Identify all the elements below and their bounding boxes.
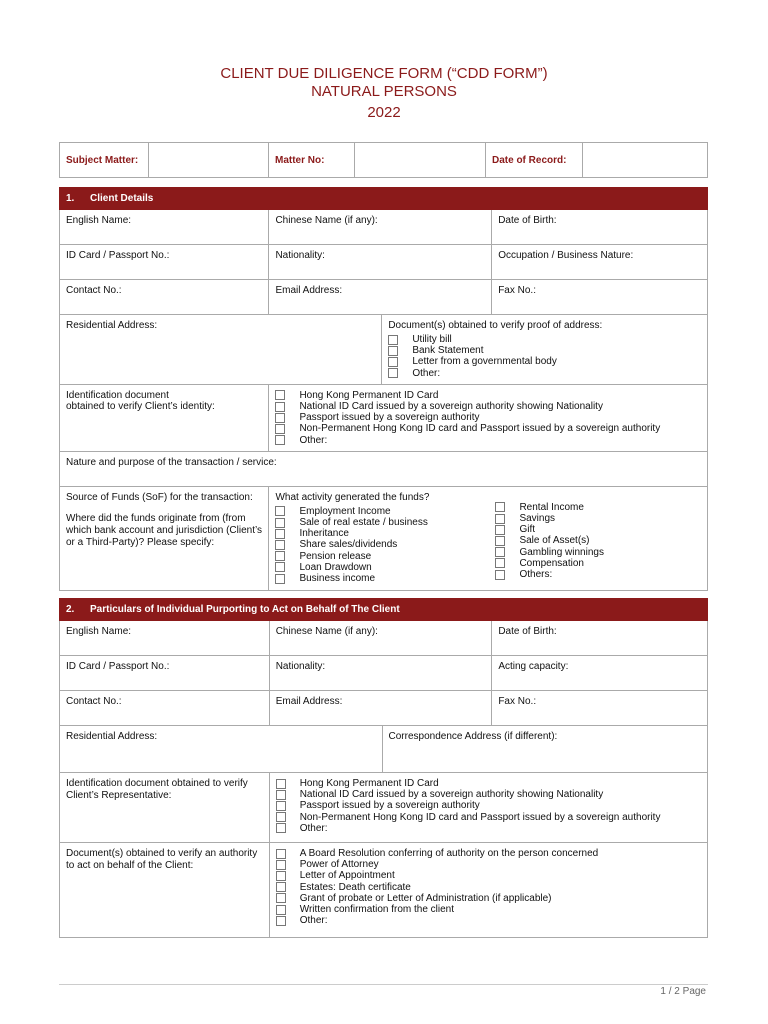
section2-title: Particulars of Individual Purporting to Act on Behalf of The Client bbox=[90, 604, 400, 615]
id-doc-options-cell bbox=[269, 384, 708, 451]
auth-option-letter-of-appointment[interactable]: Letter of Appointment bbox=[276, 870, 701, 881]
sof-where-label: Where did the funds originate from (from which bank account and jurisdiction (Client’s or a Third-Party)? Please specify: bbox=[66, 512, 263, 548]
dob-field[interactable] bbox=[492, 210, 708, 245]
fax-label: Fax No.: bbox=[498, 285, 536, 296]
checkbox-icon[interactable] bbox=[495, 558, 505, 568]
id-option-hk-permanent[interactable]: Hong Kong Permanent ID Card bbox=[275, 390, 701, 401]
checkbox-icon[interactable] bbox=[275, 413, 285, 423]
chinese-name-label: Chinese Name (if any): bbox=[275, 215, 378, 226]
checkbox-icon[interactable] bbox=[276, 779, 286, 789]
checkbox-icon[interactable] bbox=[275, 518, 285, 528]
id-card-label: ID Card / Passport No.: bbox=[66, 250, 170, 261]
checkbox-icon[interactable] bbox=[276, 823, 286, 833]
email-label: Email Address: bbox=[275, 285, 343, 296]
rep-fax-label: Fax No.: bbox=[498, 696, 537, 707]
checkbox-icon[interactable] bbox=[276, 801, 286, 811]
id-option-passport[interactable]: Passport issued by a sovereign authority bbox=[275, 412, 701, 423]
sof-option-shares[interactable]: Share sales/dividends bbox=[275, 539, 495, 550]
residential-address-label: Residential Address: bbox=[66, 320, 158, 331]
checkbox-icon[interactable] bbox=[276, 916, 286, 926]
sof-option-business[interactable]: Business income bbox=[275, 573, 495, 584]
nationality-field[interactable] bbox=[269, 245, 492, 280]
rep-correspondence-address-field[interactable] bbox=[382, 726, 707, 773]
checkbox-icon[interactable] bbox=[275, 424, 285, 434]
rep-id-card-label: ID Card / Passport No.: bbox=[66, 661, 170, 672]
sof-option-pension[interactable]: Pension release bbox=[275, 551, 495, 562]
nature-purpose-label: Nature and purpose of the transaction / service: bbox=[66, 456, 277, 468]
sof-option-loan[interactable]: Loan Drawdown bbox=[275, 562, 495, 573]
rep-correspondence-address-label: Correspondence Address (if different): bbox=[388, 731, 558, 742]
id-card-field[interactable] bbox=[60, 245, 269, 280]
rep-english-name-label: English Name: bbox=[66, 626, 132, 637]
checkbox-icon[interactable] bbox=[275, 562, 285, 572]
dob-label: Date of Birth: bbox=[498, 215, 557, 226]
sof-label: Source of Funds (SoF) for the transaction: bbox=[66, 491, 253, 503]
section1-number: 1. bbox=[66, 193, 75, 204]
checkbox-icon[interactable] bbox=[275, 529, 285, 539]
rep-chinese-name-field[interactable] bbox=[269, 621, 492, 656]
occupation-field[interactable] bbox=[492, 245, 708, 280]
footer-divider bbox=[59, 984, 708, 985]
auth-option-board-resolution[interactable]: A Board Resolution conferring of authority on the person concerned bbox=[276, 848, 701, 859]
proof-option-bank[interactable]: Bank Statement bbox=[388, 345, 701, 356]
rep-id-card-field[interactable] bbox=[60, 656, 270, 691]
sof-option-gift[interactable]: Gift bbox=[495, 524, 604, 535]
sof-option-employment[interactable]: Employment Income bbox=[275, 506, 495, 517]
section2-header bbox=[60, 599, 708, 621]
rep-id-doc-label-cell bbox=[60, 773, 270, 843]
sof-option-savings[interactable]: Savings bbox=[495, 513, 604, 524]
rep-id-doc-label: Identification document obtained to verify Client’s Representative: bbox=[66, 778, 248, 801]
sof-option-compensation[interactable]: Compensation bbox=[495, 558, 604, 569]
english-name-label: English Name: bbox=[66, 215, 132, 226]
id-doc-label-line2: obtained to verify Client’s identity: bbox=[66, 400, 215, 412]
checkbox-icon[interactable] bbox=[275, 574, 285, 584]
auth-option-other[interactable]: Other: bbox=[276, 915, 701, 926]
id-option-non-permanent[interactable]: Non-Permanent Hong Kong ID card and Passport issued by a sovereign authority bbox=[275, 423, 701, 434]
form-title: CLIENT DUE DILIGENCE FORM (“CDD FORM”) bbox=[220, 65, 548, 82]
rep-acting-capacity-field[interactable] bbox=[492, 656, 708, 691]
auth-doc-label-cell bbox=[60, 843, 270, 938]
english-name-field[interactable] bbox=[60, 210, 269, 245]
rep-residential-address-field[interactable] bbox=[60, 726, 383, 773]
id-option-other[interactable]: Other: bbox=[275, 435, 701, 446]
rep-english-name-field[interactable] bbox=[60, 621, 270, 656]
checkbox-icon[interactable] bbox=[495, 514, 505, 524]
rep-id-option-other[interactable]: Other: bbox=[276, 823, 701, 834]
section2-table bbox=[59, 598, 708, 938]
rep-residential-address-label: Residential Address: bbox=[66, 731, 158, 742]
sof-question: What activity generated the funds? bbox=[275, 491, 430, 503]
date-of-record-field[interactable] bbox=[583, 143, 708, 178]
checkbox-icon[interactable] bbox=[388, 368, 398, 378]
checkbox-icon[interactable] bbox=[276, 871, 286, 881]
rep-dob-field[interactable] bbox=[492, 621, 708, 656]
checkbox-icon[interactable] bbox=[276, 849, 286, 859]
id-option-national-id[interactable]: National ID Card issued by a sovereign authority showing Nationality bbox=[275, 401, 701, 412]
sof-option-real-estate[interactable]: Sale of real estate / business bbox=[275, 517, 495, 528]
contact-label: Contact No.: bbox=[66, 285, 122, 296]
proof-option-govt-letter[interactable]: Letter from a governmental body bbox=[388, 356, 701, 367]
auth-option-death-certificate[interactable]: Estates: Death certificate bbox=[276, 882, 701, 893]
id-doc-label-cell bbox=[60, 384, 269, 451]
checkbox-icon[interactable] bbox=[275, 435, 285, 445]
section2-number: 2. bbox=[66, 604, 75, 615]
nationality-label: Nationality: bbox=[275, 250, 325, 261]
rep-id-option-national-id[interactable]: National ID Card issued by a sovereign authority showing Nationality bbox=[276, 789, 701, 800]
checkbox-icon[interactable] bbox=[275, 551, 285, 561]
section1-header bbox=[60, 188, 708, 210]
nature-purpose-field[interactable] bbox=[60, 451, 708, 486]
auth-doc-options-cell bbox=[269, 843, 707, 938]
form-year: 2022 bbox=[367, 104, 401, 121]
rep-id-option-passport[interactable]: Passport issued by a sovereign authority bbox=[276, 800, 701, 811]
sof-option-rental[interactable]: Rental Income bbox=[495, 502, 604, 513]
checkbox-icon[interactable] bbox=[495, 570, 505, 580]
auth-option-written-confirmation[interactable]: Written confirmation from the client bbox=[276, 904, 701, 915]
sof-option-asset-sale[interactable]: Sale of Asset(s) bbox=[495, 535, 604, 546]
proof-option-other[interactable]: Other: bbox=[388, 368, 701, 379]
subject-matter-label: Subject Matter: bbox=[60, 143, 149, 178]
checkbox-icon[interactable] bbox=[276, 812, 286, 822]
checkbox-icon[interactable] bbox=[495, 525, 505, 535]
rep-fax-field[interactable] bbox=[492, 691, 708, 726]
date-of-record-label: Date of Record: bbox=[486, 143, 583, 178]
page-number: 1 / 2 Page bbox=[660, 986, 706, 997]
checkbox-icon[interactable] bbox=[275, 540, 285, 550]
rep-id-option-non-permanent[interactable]: Non-Permanent Hong Kong ID card and Passport issued by a sovereign authority bbox=[276, 812, 701, 823]
proof-option-utility[interactable]: Utility bill bbox=[388, 334, 701, 345]
checkbox-icon[interactable] bbox=[388, 357, 398, 367]
form-subtitle: NATURAL PERSONS bbox=[311, 83, 457, 100]
contact-field[interactable] bbox=[60, 280, 269, 315]
rep-id-option-hk-permanent[interactable]: Hong Kong Permanent ID Card bbox=[276, 778, 701, 789]
checkbox-icon[interactable] bbox=[275, 402, 285, 412]
sof-options-cell bbox=[269, 486, 708, 590]
rep-contact-field[interactable] bbox=[60, 691, 270, 726]
checkbox-icon[interactable] bbox=[388, 335, 398, 345]
rep-id-doc-options-cell bbox=[269, 773, 707, 843]
checkbox-icon[interactable] bbox=[495, 502, 505, 512]
rep-dob-label: Date of Birth: bbox=[498, 626, 557, 637]
id-doc-label-line1: Identification document bbox=[66, 389, 169, 401]
sof-option-others[interactable]: Others: bbox=[495, 569, 604, 580]
rep-email-label: Email Address: bbox=[275, 696, 343, 707]
sof-option-gambling[interactable]: Gambling winnings bbox=[495, 547, 604, 558]
subject-matter-field[interactable] bbox=[149, 143, 269, 178]
rep-chinese-name-label: Chinese Name (if any): bbox=[275, 626, 378, 637]
subject-table bbox=[59, 142, 708, 178]
chinese-name-field[interactable] bbox=[269, 210, 492, 245]
auth-doc-label: Document(s) obtained to verify an authority to act on behalf of the Client: bbox=[66, 848, 258, 871]
sof-label-cell bbox=[60, 486, 269, 590]
checkbox-icon[interactable] bbox=[276, 790, 286, 800]
section1-title: Client Details bbox=[90, 193, 154, 204]
sof-option-inheritance[interactable]: Inheritance bbox=[275, 528, 495, 539]
auth-option-power-of-attorney[interactable]: Power of Attorney bbox=[276, 859, 701, 870]
matter-no-label: Matter No: bbox=[269, 143, 355, 178]
checkbox-icon[interactable] bbox=[495, 547, 505, 557]
fax-field[interactable] bbox=[492, 280, 708, 315]
residential-address-field[interactable] bbox=[60, 315, 382, 385]
rep-acting-capacity-label: Acting capacity: bbox=[498, 661, 569, 672]
checkbox-icon[interactable] bbox=[276, 882, 286, 892]
rep-nationality-label: Nationality: bbox=[275, 661, 326, 672]
rep-contact-label: Contact No.: bbox=[66, 696, 122, 707]
email-field[interactable] bbox=[269, 280, 492, 315]
matter-no-field[interactable] bbox=[355, 143, 486, 178]
checkbox-icon[interactable] bbox=[388, 346, 398, 356]
checkbox-icon[interactable] bbox=[275, 506, 285, 516]
rep-nationality-field[interactable] bbox=[269, 656, 492, 691]
section1-table bbox=[59, 187, 708, 591]
proof-of-address-label: Document(s) obtained to verify proof of address: bbox=[388, 320, 603, 331]
auth-option-grant-of-probate[interactable]: Grant of probate or Letter of Administration (if applicable) bbox=[276, 893, 701, 904]
checkbox-icon[interactable] bbox=[276, 860, 286, 870]
checkbox-icon[interactable] bbox=[495, 536, 505, 546]
checkbox-icon[interactable] bbox=[276, 905, 286, 915]
checkbox-icon[interactable] bbox=[276, 893, 286, 903]
checkbox-icon[interactable] bbox=[275, 390, 285, 400]
proof-of-address-cell bbox=[382, 315, 708, 385]
rep-email-field[interactable] bbox=[269, 691, 492, 726]
occupation-label: Occupation / Business Nature: bbox=[498, 250, 634, 261]
